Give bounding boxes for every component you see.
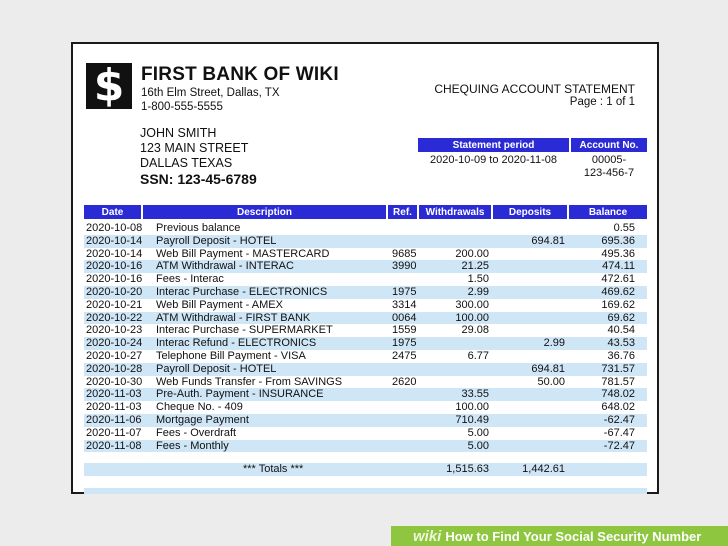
row-ref: 3990 [392, 260, 417, 273]
row-ref [390, 427, 421, 440]
table-row [84, 337, 647, 350]
header-deposits: Deposits [493, 205, 567, 219]
row-deposit [491, 299, 567, 312]
header-balance: Balance [569, 205, 647, 219]
row-withdrawal: 100.00 [455, 311, 489, 324]
row-balance: -62.47 [603, 413, 635, 426]
row-ref [390, 222, 421, 235]
statement-period-value: 2020-10-09 to 2020-11-08 [429, 154, 557, 166]
table-row [84, 286, 647, 299]
bank-phone: 1-800-555-5555 [141, 101, 223, 113]
table-row [84, 273, 647, 286]
row-withdrawal [421, 363, 491, 376]
row-date: 2020-11-08 [86, 439, 142, 452]
table-row [84, 235, 647, 248]
row-date: 2020-10-20 [86, 285, 143, 298]
row-date: 2020-10-21 [86, 298, 143, 311]
row-ref: 2620 [392, 375, 417, 388]
row-balance: 781.57 [601, 375, 635, 388]
account-number-line1: 00005- [591, 154, 627, 166]
account-number-header: Account No. [571, 138, 647, 152]
row-deposit [491, 427, 567, 440]
row-balance: 469.62 [601, 285, 635, 298]
table-row [84, 401, 647, 414]
header-ref: Ref. [388, 205, 417, 219]
row-date: 2020-11-06 [86, 413, 142, 426]
table-row [84, 324, 647, 337]
totals-withdrawals: 1,515.63 [446, 463, 489, 475]
row-ref [390, 235, 421, 248]
table-row [84, 222, 647, 235]
row-description: Fees - Interac [156, 273, 224, 286]
row-description: Web Bill Payment - MASTERCARD [156, 247, 330, 260]
row-ref: 1975 [392, 337, 417, 350]
totals-row [84, 463, 647, 476]
row-withdrawal: 100.00 [455, 401, 489, 414]
row-description: Cheque No. - 409 [156, 401, 243, 414]
row-date: 2020-10-23 [86, 324, 143, 337]
row-deposit [491, 222, 567, 235]
row-withdrawal: 5.00 [467, 439, 489, 452]
row-withdrawal: 21.25 [461, 260, 489, 273]
row-withdrawal [421, 337, 491, 350]
table-row [84, 414, 647, 427]
row-balance: 731.57 [601, 362, 635, 375]
banner-title: How to Find Your Social Security Number [445, 528, 702, 544]
row-balance: -67.47 [603, 426, 635, 439]
row-deposit [491, 350, 567, 363]
row-withdrawal [421, 222, 491, 235]
row-date: 2020-10-22 [86, 311, 143, 324]
row-date: 2020-10-14 [86, 247, 143, 260]
row-balance: 695.36 [601, 234, 635, 247]
row-withdrawal [421, 235, 491, 248]
row-balance: 169.62 [601, 298, 635, 311]
row-deposit [491, 260, 567, 273]
row-ref [390, 440, 421, 453]
row-description: Mortgage Payment [156, 413, 249, 426]
row-withdrawal: 710.49 [455, 413, 489, 426]
row-date: 2020-11-03 [86, 388, 142, 401]
row-deposit [491, 324, 567, 337]
header-withdrawals: Withdrawals [419, 205, 491, 219]
dollar-logo-icon: $ [86, 63, 132, 109]
wikihow-banner [391, 526, 728, 546]
row-ref [390, 401, 421, 414]
row-balance: 648.02 [601, 401, 635, 414]
row-description: Fees - Monthly [156, 439, 229, 452]
row-withdrawal: 5.00 [467, 426, 489, 439]
table-row [84, 427, 647, 440]
table-row [84, 440, 647, 453]
row-description: Previous balance [156, 222, 241, 234]
row-balance: -72.47 [603, 439, 635, 452]
row-balance: 474.11 [602, 260, 635, 273]
row-description: Interac Refund - ELECTRONICS [156, 337, 317, 350]
row-ref [390, 388, 421, 401]
row-withdrawal: 6.77 [467, 349, 489, 362]
row-date: 2020-10-16 [86, 273, 143, 286]
row-ref [390, 363, 421, 376]
table-row [84, 388, 647, 401]
row-date: 2020-10-30 [86, 375, 143, 388]
statement-period-header: Statement period [418, 138, 569, 152]
bank-name: FIRST BANK OF WIKI [141, 64, 339, 85]
row-balance: 472.61 [601, 273, 635, 286]
table-row [84, 299, 647, 312]
bank-statement [71, 42, 659, 494]
row-description: Web Bill Payment - AMEX [156, 298, 283, 311]
row-balance: 36.76 [607, 349, 635, 362]
customer-city: DALLAS TEXAS [140, 156, 233, 170]
row-ref: 2475 [392, 349, 417, 362]
row-deposit [491, 286, 567, 299]
transactions-header [84, 205, 647, 219]
statement-title: CHEQUING ACCOUNT STATEMENT [434, 82, 635, 96]
row-ref: 9685 [392, 247, 417, 260]
customer-ssn: SSN: 123-45-6789 [140, 171, 257, 187]
table-row [84, 312, 647, 325]
row-ref [390, 273, 421, 286]
row-deposit [491, 414, 567, 427]
row-description: Payroll Deposit - HOTEL [156, 362, 277, 375]
row-balance: 40.54 [607, 324, 635, 337]
row-date: 2020-10-27 [86, 349, 143, 362]
row-description: Fees - Overdraft [156, 426, 237, 439]
table-row [84, 260, 647, 273]
row-ref: 0064 [392, 311, 417, 324]
row-withdrawal: 1.50 [467, 273, 489, 286]
totals-deposits: 1,442.61 [522, 463, 565, 475]
row-date: 2020-10-08 [86, 222, 143, 234]
customer-name: JOHN SMITH [140, 126, 217, 140]
row-balance: 495.36 [601, 247, 635, 260]
row-description: Interac Purchase - ELECTRONICS [156, 285, 328, 298]
row-description: ATM Withdrawal - INTERAC [156, 260, 294, 273]
row-withdrawal: 33.55 [461, 388, 489, 401]
row-description: Web Funds Transfer - From SAVINGS [156, 375, 343, 388]
table-row [84, 363, 647, 376]
row-ref: 1559 [392, 324, 417, 337]
account-number-line2: 123-456-7 [583, 167, 635, 179]
row-description: Interac Purchase - SUPERMARKET [156, 324, 333, 337]
row-ref [390, 414, 421, 427]
row-balance: 43.53 [607, 337, 635, 350]
row-deposit [491, 401, 567, 414]
row-withdrawal: 29.08 [461, 324, 489, 337]
header-description: Description [143, 205, 386, 219]
row-withdrawal: 300.00 [455, 298, 489, 311]
row-description: Telephone Bill Payment - VISA [156, 349, 306, 362]
banner-brand: wiki [413, 527, 442, 545]
table-row [84, 350, 647, 363]
row-deposit [491, 248, 567, 261]
statement-page: Page : 1 of 1 [569, 96, 635, 108]
row-balance: 748.02 [601, 388, 635, 401]
row-date: 2020-11-03 [86, 401, 142, 414]
footer-band [84, 488, 647, 494]
row-date: 2020-10-14 [86, 234, 143, 247]
account-number-value [571, 154, 647, 180]
customer-street: 123 MAIN STREET [140, 141, 249, 155]
row-deposit [491, 273, 567, 286]
totals-label: *** Totals *** [243, 463, 304, 475]
row-ref: 3314 [392, 298, 417, 311]
row-description: Pre-Auth. Payment - INSURANCE [156, 388, 324, 401]
row-balance: 0.55 [613, 222, 635, 234]
table-row [84, 248, 647, 261]
transactions-list [84, 222, 647, 452]
row-deposit: 2.99 [543, 337, 565, 350]
row-withdrawal: 2.99 [467, 285, 489, 298]
bank-address: 16th Elm Street, Dallas, TX [141, 87, 280, 99]
row-date: 2020-10-16 [86, 260, 143, 273]
row-deposit: 694.81 [531, 362, 565, 375]
row-date: 2020-11-07 [86, 426, 142, 439]
row-deposit [491, 440, 567, 453]
row-date: 2020-10-24 [86, 337, 143, 350]
row-description: Payroll Deposit - HOTEL [156, 234, 277, 247]
row-deposit [491, 388, 567, 401]
table-row [84, 376, 647, 389]
row-ref: 1975 [392, 285, 417, 298]
header-date: Date [84, 205, 141, 219]
row-withdrawal [421, 376, 491, 389]
row-withdrawal: 200.00 [455, 247, 489, 260]
row-deposit: 50.00 [537, 375, 565, 388]
row-date: 2020-10-28 [86, 362, 143, 375]
row-deposit: 694.81 [531, 234, 565, 247]
row-deposit [491, 312, 567, 325]
row-balance: 69.62 [607, 311, 635, 324]
row-description: ATM Withdrawal - FIRST BANK [156, 311, 311, 324]
